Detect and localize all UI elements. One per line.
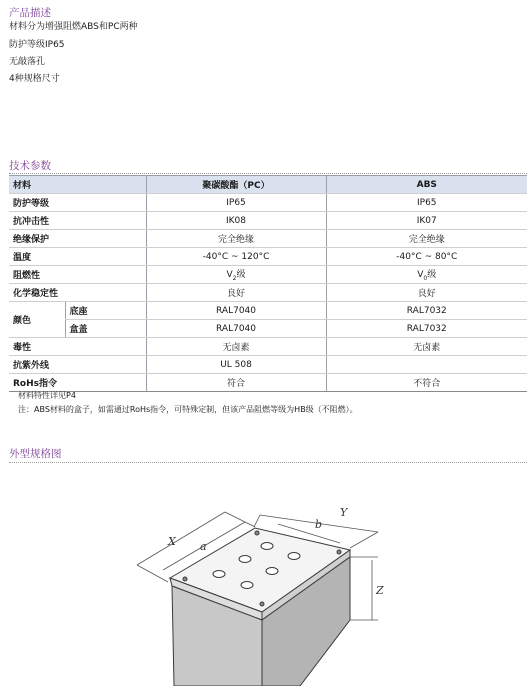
dim-y-ext2 [350,532,378,548]
row-sublabel-lid: 盒盖 [65,320,146,338]
row-label: 防护等级 [9,194,146,212]
row-label: 阻燃性 [9,266,146,284]
cell-pc: 完全绝缘 [146,230,326,248]
cell-abs: 良好 [326,284,527,302]
dim-a-label: a [200,540,207,553]
hole-2 [288,553,300,560]
header-pc: 聚碳酸酯（PC） [146,176,326,194]
screw-3 [337,550,341,554]
cell-abs: 完全绝缘 [326,230,527,248]
desc-line-1: 材料分为增强阻燃ABS和PC两种 [9,22,138,32]
cell-abs: IK07 [326,212,527,230]
abs-flame-sub: 0 [423,274,428,282]
tech-title: 技术参数 [9,160,51,172]
hole-6 [241,582,253,589]
cell-abs: 不符合 [326,374,527,392]
desc-line-3: 无敲落孔 [9,57,46,67]
pc-flame-tail: 级 [236,270,246,281]
cell-pc: UL 508 [146,356,326,374]
cell-abs: 无卤素 [326,338,527,356]
product-desc-title: 产品描述 [9,7,51,19]
cell-abs: RAL7032 [326,320,527,338]
dim-y-ext1 [254,515,260,527]
cell-pc: RAL7040 [146,320,326,338]
row-label: 温度 [9,248,146,266]
dim-x-ext1 [137,565,168,582]
cell-abs: RAL7032 [326,302,527,320]
pc-flame-sub: 2 [232,274,237,282]
screw-2 [255,531,259,535]
note-material: 材料特性详见P4 [18,391,76,400]
dim-b-label: b [315,518,323,531]
pc-flame-main: V [226,270,233,281]
hole-1 [261,543,273,550]
dim-y-label: Y [340,506,348,519]
note-rohs: 注：ABS材料的盒子，如需通过RoHs指令，可特殊定制，但该产品阻燃等级为HB级（不阻燃）。 [18,405,358,414]
dim-z-label: Z [376,584,384,597]
cell-pc: 符合 [146,374,326,392]
hole-4 [266,568,278,575]
cell-pc: 无卤素 [146,338,326,356]
hole-5 [213,571,225,578]
hole-3 [239,556,251,563]
header-abs: ABS [326,176,527,194]
header-label: 材料 [9,176,146,194]
desc-line-4: 4种规格尺寸 [9,74,60,84]
cell-pc: IK08 [146,212,326,230]
cell-pc: 良好 [146,284,326,302]
cell-pc: -40°C ~ 120°C [146,248,326,266]
desc-line-2: 防护等级IP65 [9,40,65,50]
cell-abs: IP65 [326,194,527,212]
row-label: RoHs指令 [9,374,146,392]
dim-x-label: X [168,535,176,548]
cell-pc: RAL7040 [146,302,326,320]
screw-4 [260,602,264,606]
abs-flame-tail: 级 [427,270,437,281]
row-label: 毒性 [9,338,146,356]
row-label: 抗紫外线 [9,356,146,374]
outline-title: 外型规格图 [9,448,62,460]
row-label: 化学稳定性 [9,284,146,302]
cell-abs: -40°C ~ 80°C [326,248,527,266]
abs-flame-main: V [417,270,424,281]
row-label: 抗冲击性 [9,212,146,230]
screw-1 [183,577,187,581]
row-label: 绝缘保护 [9,230,146,248]
row-sublabel-base: 底座 [65,302,146,320]
cell-pc: IP65 [146,194,326,212]
row-label-color: 颜色 [9,302,65,338]
